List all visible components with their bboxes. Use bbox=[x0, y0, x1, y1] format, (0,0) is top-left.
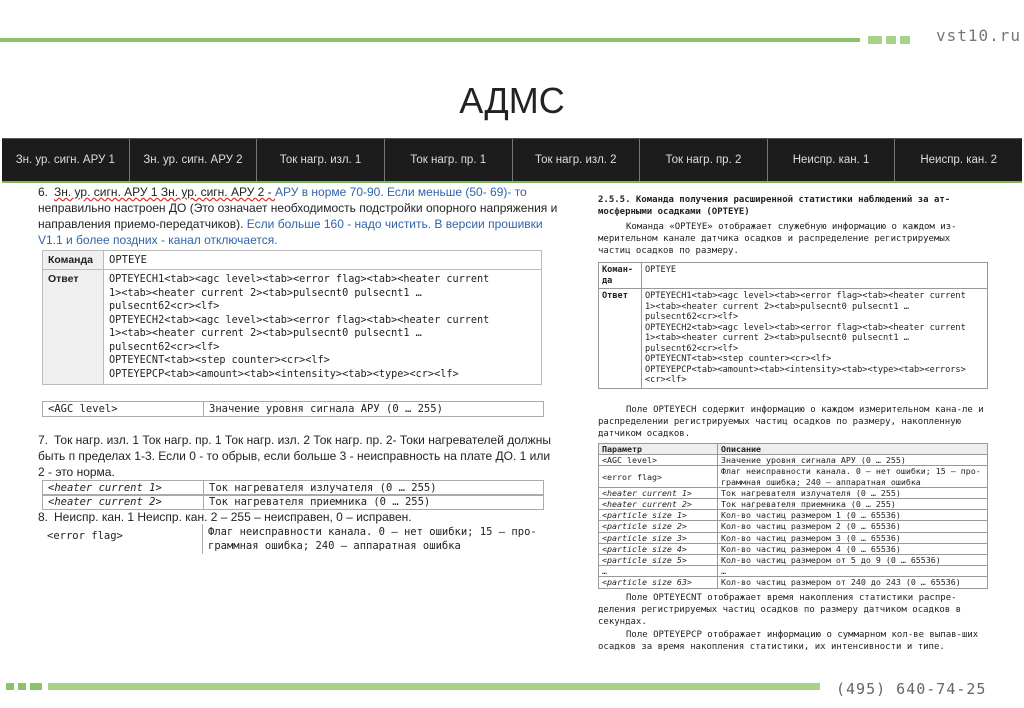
answer-label: Ответ bbox=[43, 270, 104, 385]
param-desc: Ток нагревателя излучателя (0 … 255) bbox=[718, 487, 988, 498]
header-cell: Ток нагр. изл. 1 bbox=[257, 139, 385, 181]
top-accent-square bbox=[868, 36, 882, 44]
table-row bbox=[599, 487, 988, 498]
param-name: <heater current 2> bbox=[599, 499, 718, 510]
table-row bbox=[599, 521, 988, 532]
error-flag-row bbox=[42, 524, 542, 554]
param-name: <error flag> bbox=[599, 466, 718, 487]
section-intro: Команда «OPTEYE» отображает служебную информацию о каждом из-мерительном канале датчика осадков и распределение регистрируемых частиц осадков по размеру. bbox=[598, 222, 957, 256]
header-cell: Ток нагр. изл. 2 bbox=[513, 139, 641, 181]
header-cell: Ток нагр. пр. 1 bbox=[385, 139, 513, 181]
answer-line: pulsecnt62<cr><lf> bbox=[109, 301, 220, 312]
answer-line: 1><tab><heater current 2><tab>pulsecnt0 pulsecnt1 … bbox=[645, 301, 909, 312]
parameter-table bbox=[598, 443, 988, 589]
table-row bbox=[599, 455, 988, 466]
bottom-accent-square bbox=[6, 683, 14, 690]
heater-2-row bbox=[42, 494, 544, 510]
table-row bbox=[599, 555, 988, 566]
note-6-params: Зн. ур. сигн. АРУ 1 Зн. ур. сигн. АРУ 2 - bbox=[54, 185, 275, 199]
phone-number: (495) 640-74-25 bbox=[836, 680, 987, 698]
header-cell: Неиспр. кан. 2 bbox=[920, 154, 998, 166]
note-number: 7. bbox=[38, 433, 49, 447]
cmd-label: Команда bbox=[43, 251, 104, 270]
param-desc: Кол-во частиц размером 4 (0 … 65536) bbox=[718, 543, 988, 554]
param-desc: Ток нагревателя приемника (0 … 255) bbox=[209, 496, 431, 508]
param-name: <heater current 1> bbox=[599, 487, 718, 498]
paragraph-opteyepcp: Поле OPTEYEPCP отображает информацию о суммарном кол-ве выпав-ших осадков за время накопления статистики, их интенсивности и типе. bbox=[598, 630, 979, 652]
table-row bbox=[599, 466, 988, 487]
answer-line: OPTEYECH2<tab><agc level><tab><error flag><tab><heater current bbox=[645, 322, 966, 333]
header-cell: Зн. ур. сигн. АРУ 1 bbox=[2, 139, 130, 181]
header-cell: Ток нагр. пр. 2 bbox=[640, 139, 768, 181]
table-row bbox=[599, 577, 988, 588]
note-7-text: Ток нагр. изл. 1 Ток нагр. пр. 1 Ток нагр. изл. 2 Ток нагр. пр. 2- Токи нагревателей должны быть п пределах 1-3. Если 0 - то обрыв, если больше 3 - неисправность на плате ДО. 1 или 2 - это норма. bbox=[38, 433, 551, 479]
param-name: <AGC level> bbox=[599, 455, 718, 466]
param-desc: Кол-во частиц размером 2 (0 … 65536) bbox=[718, 521, 988, 532]
param-name: <error flag> bbox=[42, 524, 203, 554]
answer-line: OPTEYECH1<tab><agc level><tab><error flag><tab><heater current bbox=[645, 291, 966, 301]
header-cell: Неиспр. кан. 1 bbox=[768, 139, 896, 181]
note-6-text: АРУ в норме 70-90. Если меньше (50- 69)- то bbox=[275, 185, 527, 199]
param-desc: Флаг неисправности канала. 0 – нет ошибки; 15 – про-граммная ошибка; 240 – аппаратная ошибка bbox=[208, 526, 537, 552]
answer-line: OPTEYECH2<tab><agc level><tab><error flag><tab><heater current bbox=[109, 314, 490, 326]
note-8-text: Неиспр. кан. 1 Неиспр. кан. 2 – 255 – неисправен, 0 – исправен. bbox=[54, 510, 412, 524]
answer-line: pulsecnt62<cr><lf> bbox=[645, 312, 739, 322]
command-table bbox=[42, 250, 542, 385]
param-name: <particle size 63> bbox=[599, 577, 718, 588]
answer-line: 1><tab><heater current 2><tab>pulsecnt0 pulsecnt1 … bbox=[645, 333, 909, 343]
param-desc: … bbox=[718, 566, 988, 577]
answer-value bbox=[642, 289, 988, 389]
page-title: АДМС bbox=[459, 80, 565, 121]
bottom-accent-square bbox=[18, 683, 26, 690]
answer-line: OPTEYECNT<tab><step counter><cr><lf> bbox=[109, 355, 330, 366]
answer-line: OPTEYEPCP<tab><amount><tab><intensity><tab><type><tab><errors><cr><lf> bbox=[645, 364, 966, 385]
header-cell: Зн. ур. сигн. АРУ 2 bbox=[130, 139, 258, 181]
param-desc: Значение уровня сигнала АРУ (0 … 255) bbox=[718, 455, 988, 466]
top-accent-bar bbox=[0, 38, 860, 42]
param-desc: Кол-во частиц размером 3 (0 … 65536) bbox=[718, 532, 988, 543]
note-6-text: Если больше 160 - надо чистить. В версии прошивки V1.1 и более поздних - канал отключается. bbox=[38, 217, 543, 247]
table-row bbox=[599, 543, 988, 554]
param-desc: Ток нагревателя приемника (0 … 255) bbox=[718, 499, 988, 510]
param-name: <particle size 2> bbox=[599, 521, 718, 532]
note-7 bbox=[38, 432, 558, 480]
param-name: <heater current 1> bbox=[43, 481, 204, 495]
param-desc: Флаг неисправности канала. 0 – нет ошибки; 15 – про-граммная ошибка; 240 – аппаратная ошибка bbox=[718, 466, 988, 487]
param-desc: Значение уровня сигнала АРУ (0 … 255) bbox=[209, 403, 443, 415]
cmd-value: OPTEYE bbox=[104, 251, 542, 270]
note-6-text: неправильно настроен ДО bbox=[38, 201, 187, 215]
note-6 bbox=[38, 184, 558, 248]
paragraph-opteyecnt: Поле OPTEYECNT отображает время накопления статистики распре-деления регистрируемых частиц осадков по размеру датчиком осадков в секундах. bbox=[598, 593, 962, 627]
cmd-value: OPTEYE bbox=[642, 263, 988, 289]
answer-line: OPTEYEPCP<tab><amount><tab><intensity><tab><type><cr><lf> bbox=[109, 368, 459, 380]
bottom-accent-bar bbox=[48, 683, 820, 690]
answer-line: 1><tab><heater current 2><tab>pulsecnt0 pulsecnt1 … bbox=[109, 328, 422, 339]
param-name: <particle size 4> bbox=[599, 543, 718, 554]
answer-label: Ответ bbox=[599, 289, 642, 389]
th-desc: Описание bbox=[718, 444, 988, 455]
cmd-label: Коман-да bbox=[599, 263, 642, 289]
param-name: <heater current 2> bbox=[43, 495, 204, 509]
command-table-ref bbox=[598, 262, 988, 389]
param-desc: Кол-во частиц размером от 240 до 243 (0 … 65536) bbox=[718, 577, 988, 588]
param-name: <particle size 3> bbox=[599, 532, 718, 543]
paragraph-opteyech: Поле OPTEYECH содержит информацию о каждом измерительном кана-ле и распределении регистрируемых частиц осадков по размеру, накопленную датчиком осадков. bbox=[598, 405, 984, 439]
bottom-accent-square bbox=[30, 683, 42, 690]
param-name: … bbox=[599, 566, 718, 577]
section-heading: 2.5.5. Команда получения расширенной статистики наблюдений за ат-мосферными осадками (OPTEYE) bbox=[598, 195, 951, 217]
param-name: <AGC level> bbox=[43, 402, 204, 416]
table-row bbox=[599, 532, 988, 543]
note-number: 8. bbox=[38, 510, 49, 524]
note-8 bbox=[38, 509, 558, 525]
site-url: vst10.ru bbox=[936, 26, 1022, 45]
table-row bbox=[599, 510, 988, 521]
th-param: Параметр bbox=[599, 444, 718, 455]
param-name: <particle size 1> bbox=[599, 510, 718, 521]
parameter-header-row bbox=[2, 138, 1022, 183]
param-desc: Кол-во частиц размером от 5 до 9 (0 … 65536) bbox=[718, 555, 988, 566]
agc-row bbox=[42, 401, 544, 417]
note-6-text: (Это означает необходимость подстройки опорного напряжения и направления приемо-передатчиков). bbox=[38, 201, 558, 231]
param-name: <particle size 5> bbox=[599, 555, 718, 566]
answer-line: pulsecnt62<cr><lf> bbox=[645, 343, 739, 354]
top-accent-square bbox=[886, 36, 896, 44]
answer-line: pulsecnt62<cr><lf> bbox=[109, 341, 220, 353]
answer-line: OPTEYECH1<tab><agc level><tab><error flag><tab><heater current bbox=[109, 274, 490, 285]
table-row bbox=[599, 499, 988, 510]
table-row bbox=[599, 566, 988, 577]
answer-line: OPTEYECNT<tab><step counter><cr><lf> bbox=[645, 354, 832, 364]
note-number: 6. bbox=[38, 185, 49, 199]
param-desc: Кол-во частиц размером 1 (0 … 65536) bbox=[718, 510, 988, 521]
answer-value bbox=[104, 270, 542, 385]
param-desc: Ток нагревателя излучателя (0 … 255) bbox=[209, 482, 437, 494]
top-accent-square bbox=[900, 36, 910, 44]
answer-line: 1><tab><heater current 2><tab>pulsecnt0 pulsecnt1 … bbox=[109, 287, 422, 299]
